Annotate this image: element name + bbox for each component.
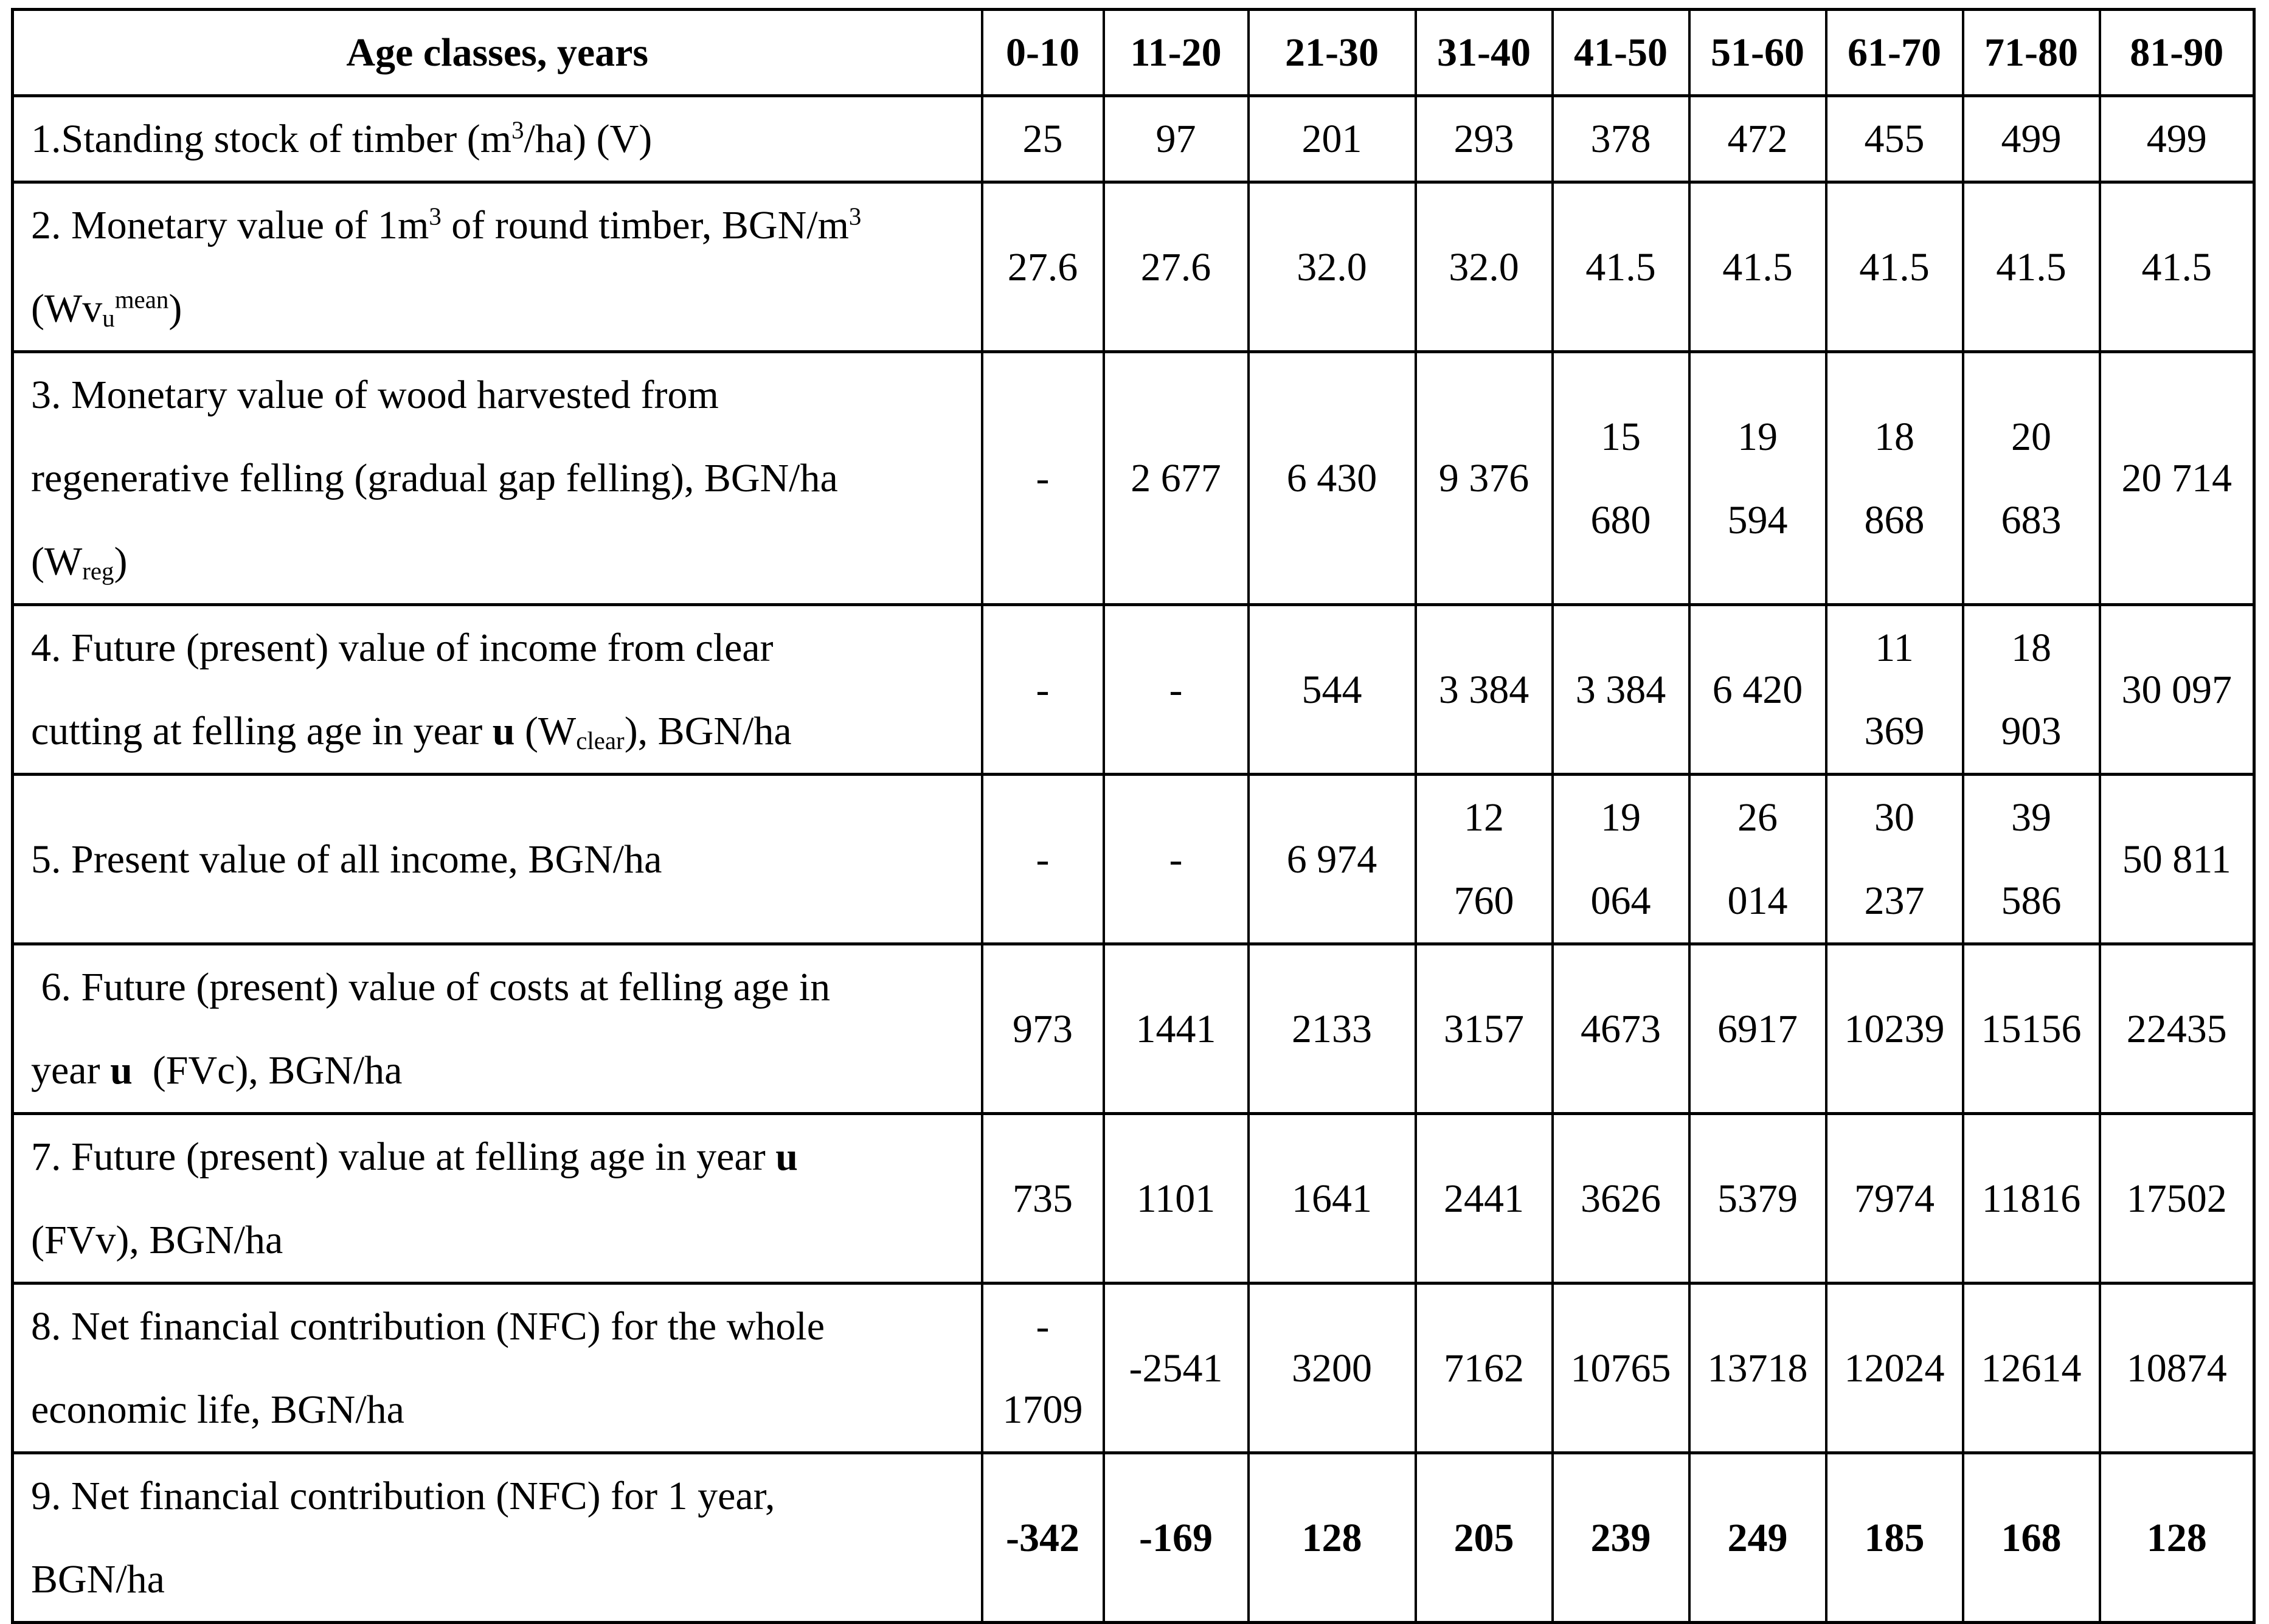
label-text: /ha) (V): [524, 117, 653, 161]
label-text: 8. Net financial contribution (NFC) for the whole: [31, 1304, 825, 1349]
label-text: 2. Monetary value of 1m: [31, 203, 429, 247]
label-text: ): [114, 539, 128, 584]
value-cell-81-90: 128: [2100, 1453, 2254, 1623]
value-cell-21-30: 128: [1249, 1453, 1416, 1623]
table-row: [13, 1284, 2254, 1453]
superscript-text: mean: [114, 286, 169, 314]
value-cell-61-70: 12024: [1826, 1284, 1963, 1453]
value-cell-21-30: 2133: [1249, 944, 1416, 1114]
label-text: 5. Present value of all income, BGN/ha: [31, 837, 662, 882]
value-cell-31-40: 205: [1416, 1453, 1553, 1623]
value-cell-0-10: -342: [982, 1453, 1104, 1623]
value-cell-61-70: 10239: [1826, 944, 1963, 1114]
value-cell-21-30: 201: [1249, 96, 1416, 182]
value-cell-11-20: -: [1104, 775, 1249, 944]
value-cell-31-40: 32.0: [1416, 182, 1553, 352]
value-cell-51-60: 6 420: [1689, 605, 1826, 775]
value-cell-41-50: 10765: [1553, 1284, 1689, 1453]
row-label: [13, 605, 982, 775]
value-cell-61-70: 7974: [1826, 1114, 1963, 1284]
value-cell-11-20: -2541: [1104, 1284, 1249, 1453]
value-cell-11-20: 1441: [1104, 944, 1249, 1114]
value-cell-51-60: 472: [1689, 96, 1826, 182]
value-cell-21-30: 1641: [1249, 1114, 1416, 1284]
value-cell-41-50: 239: [1553, 1453, 1689, 1623]
value-cell-31-40: 293: [1416, 96, 1553, 182]
table-row: [13, 944, 2254, 1114]
superscript-text: 3: [429, 202, 442, 230]
label-text: BGN/ha: [31, 1557, 165, 1602]
value-cell-0-10: -: [982, 775, 1104, 944]
value-cell-11-20: 2 677: [1104, 352, 1249, 605]
label-text: 6. Future (present) value of costs at felling age in: [31, 965, 831, 1009]
value-cell-21-30: 6 430: [1249, 352, 1416, 605]
value-cell-51-60: 249: [1689, 1453, 1826, 1623]
value-cell-11-20: 1101: [1104, 1114, 1249, 1284]
header-col-51-60: 51-60: [1689, 10, 1826, 96]
value-cell-11-20: -: [1104, 605, 1249, 775]
value-cell-81-90: 50 811: [2100, 775, 2254, 944]
header-col-0-10: 0-10: [982, 10, 1104, 96]
label-text: 4. Future (present) value of income from clear: [31, 626, 774, 670]
superscript-text: 3: [848, 202, 862, 230]
value-cell-21-30: 6 974: [1249, 775, 1416, 944]
value-cell-31-40: 3157: [1416, 944, 1553, 1114]
label-text: 7. Future (present) value at felling age in year: [31, 1135, 776, 1179]
label-text: ): [168, 286, 182, 331]
label-text: (FVc), BGN/ha: [132, 1048, 403, 1093]
value-cell-81-90: 20 714: [2100, 352, 2254, 605]
value-cell-0-10: -: [982, 605, 1104, 775]
header-row: [13, 10, 2254, 96]
row-label: [13, 1453, 982, 1623]
value-cell-81-90: 10874: [2100, 1284, 2254, 1453]
value-cell-41-50: 3 384: [1553, 605, 1689, 775]
value-cell-21-30: 544: [1249, 605, 1416, 775]
value-cell-0-10: 973: [982, 944, 1104, 1114]
row-label: [13, 352, 982, 605]
value-cell-61-70: 11 369: [1826, 605, 1963, 775]
value-cell-71-80: 20 683: [1963, 352, 2100, 605]
value-cell-71-80: 12614: [1963, 1284, 2100, 1453]
label-text: (W: [514, 709, 577, 753]
label-text: of round timber, BGN/m: [441, 203, 849, 247]
value-cell-41-50: 378: [1553, 96, 1689, 182]
value-cell-11-20: 97: [1104, 96, 1249, 182]
value-cell-0-10: - 1709: [982, 1284, 1104, 1453]
value-cell-41-50: 15 680: [1553, 352, 1689, 605]
label-text: regenerative felling (gradual gap felling), BGN/ha: [31, 456, 838, 500]
value-cell-11-20: 27.6: [1104, 182, 1249, 352]
value-cell-31-40: 12 760: [1416, 775, 1553, 944]
superscript-text: 3: [511, 116, 524, 144]
value-cell-61-70: 185: [1826, 1453, 1963, 1623]
row-label: [13, 1284, 982, 1453]
row-label: [13, 96, 982, 182]
value-cell-31-40: 3 384: [1416, 605, 1553, 775]
header-col-41-50: 41-50: [1553, 10, 1689, 96]
value-cell-71-80: 168: [1963, 1453, 2100, 1623]
label-text: u: [110, 1048, 133, 1093]
label-text: 9. Net financial contribution (NFC) for 1 year,: [31, 1474, 775, 1518]
value-cell-11-20: -169: [1104, 1453, 1249, 1623]
header-col-11-20: 11-20: [1104, 10, 1249, 96]
row-label: [13, 944, 982, 1114]
table-row: [13, 1453, 2254, 1623]
value-cell-71-80: 18 903: [1963, 605, 2100, 775]
label-text: ), BGN/ha: [624, 709, 792, 753]
label-text: (Wv: [31, 286, 103, 331]
label-text: u: [492, 709, 515, 753]
table-row: [13, 352, 2254, 605]
value-cell-51-60: 26 014: [1689, 775, 1826, 944]
value-cell-61-70: 455: [1826, 96, 1963, 182]
value-cell-41-50: 4673: [1553, 944, 1689, 1114]
subscript-text: u: [102, 305, 115, 333]
value-cell-41-50: 19 064: [1553, 775, 1689, 944]
header-col-61-70: 61-70: [1826, 10, 1963, 96]
value-cell-81-90: 17502: [2100, 1114, 2254, 1284]
value-cell-51-60: 5379: [1689, 1114, 1826, 1284]
value-cell-81-90: 30 097: [2100, 605, 2254, 775]
table-row: [13, 182, 2254, 352]
label-text: 3. Monetary value of wood harvested from: [31, 373, 719, 417]
table-row: [13, 605, 2254, 775]
subscript-text: reg: [82, 558, 114, 586]
financial-table: [11, 8, 2256, 1624]
label-text: (W: [31, 539, 83, 584]
subscript-text: clear: [576, 727, 625, 755]
header-col-21-30: 21-30: [1249, 10, 1416, 96]
value-cell-21-30: 32.0: [1249, 182, 1416, 352]
value-cell-41-50: 3626: [1553, 1114, 1689, 1284]
value-cell-41-50: 41.5: [1553, 182, 1689, 352]
value-cell-0-10: 25: [982, 96, 1104, 182]
value-cell-0-10: 735: [982, 1114, 1104, 1284]
value-cell-21-30: 3200: [1249, 1284, 1416, 1453]
label-text: year: [31, 1048, 111, 1093]
value-cell-0-10: -: [982, 352, 1104, 605]
value-cell-81-90: 22435: [2100, 944, 2254, 1114]
header-col-81-90: 81-90: [2100, 10, 2254, 96]
table-row: [13, 775, 2254, 944]
value-cell-51-60: 6917: [1689, 944, 1826, 1114]
value-cell-61-70: 18 868: [1826, 352, 1963, 605]
value-cell-31-40: 7162: [1416, 1284, 1553, 1453]
label-text: u: [775, 1135, 798, 1179]
value-cell-51-60: 41.5: [1689, 182, 1826, 352]
table-row: [13, 96, 2254, 182]
table-row: [13, 1114, 2254, 1284]
row-label: [13, 182, 982, 352]
header-label: Age classes, years: [13, 10, 982, 96]
value-cell-31-40: 2441: [1416, 1114, 1553, 1284]
value-cell-51-60: 19 594: [1689, 352, 1826, 605]
value-cell-61-70: 30 237: [1826, 775, 1963, 944]
header-col-71-80: 71-80: [1963, 10, 2100, 96]
row-label: [13, 1114, 982, 1284]
value-cell-0-10: 27.6: [982, 182, 1104, 352]
value-cell-71-80: 11816: [1963, 1114, 2100, 1284]
value-cell-71-80: 41.5: [1963, 182, 2100, 352]
value-cell-31-40: 9 376: [1416, 352, 1553, 605]
value-cell-51-60: 13718: [1689, 1284, 1826, 1453]
label-text: cutting at felling age in year: [31, 709, 493, 753]
row-label: [13, 775, 982, 944]
value-cell-71-80: 15156: [1963, 944, 2100, 1114]
header-col-31-40: 31-40: [1416, 10, 1553, 96]
value-cell-71-80: 499: [1963, 96, 2100, 182]
value-cell-61-70: 41.5: [1826, 182, 1963, 352]
value-cell-81-90: 41.5: [2100, 182, 2254, 352]
label-text: economic life, BGN/ha: [31, 1387, 404, 1432]
value-cell-71-80: 39 586: [1963, 775, 2100, 944]
value-cell-81-90: 499: [2100, 96, 2254, 182]
label-text: (FVv), BGN/ha: [31, 1218, 283, 1262]
label-text: 1.Standing stock of timber (m: [31, 117, 512, 161]
